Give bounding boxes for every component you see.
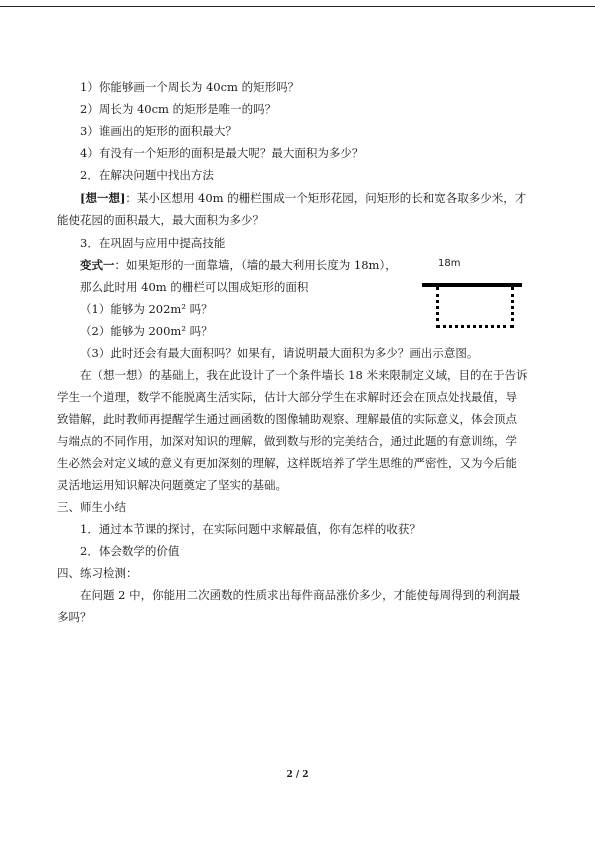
question-2: 2）周长为 40cm 的矩形是唯一的吗？	[80, 102, 277, 116]
think-text: ：某小区想用 40m 的栅栏围成一个矩形花园，问矩形的长和宽各取多少米，才	[125, 191, 527, 205]
analysis-line-2: 学生一个道理，数学不能脱离生活实际，估计大部分学生在求解时还会在顶点处找最值，导	[57, 390, 517, 404]
analysis-line-1: 在（想一想）的基础上，我在此设计了一个条件墙长 18 米来限制定义域，目的在于告诉	[80, 368, 528, 382]
question-4: 4）有没有一个矩形的面积是最大呢？最大面积为多少？	[80, 146, 364, 160]
wall-length-label: 18m	[438, 258, 461, 269]
fence-diagram	[418, 258, 528, 338]
section-2-heading: 2．在解决问题中找出方法	[80, 168, 214, 182]
analysis-line-5: 生必然会对定义域的意义有更加深刻的理解，这样既培养了学生思维的严密性，又为今后能	[57, 456, 517, 470]
exercise-line-1: 在问题 2 中，你能用二次函数的性质求出每件商品涨价多少，才能使每周得到的利润最	[80, 588, 521, 602]
variant-paragraph	[80, 258, 397, 272]
think-text-continued: 能使花园的面积最大，最大面积为多少？	[57, 213, 264, 227]
variant-text: ：如果矩形的一面靠墙，（墙的最大利用长度为 18m），	[114, 258, 397, 272]
summary-item-1: 1．通过本节课的探讨，在实际问题中求解最值，你有怎样的收获？	[80, 522, 421, 536]
think-paragraph	[80, 191, 526, 205]
variant-item-3: （3）此时还会有最大面积吗？如果有，请说明最大面积为多少？画出示意图。	[80, 346, 479, 360]
question-1: 1）你能够画一个周长为 40cm 的矩形吗？	[80, 80, 300, 94]
analysis-line-6: 灵活地运用知识解决问题奠定了坚实的基础。	[57, 478, 287, 492]
question-3: 3）谁画出的矩形的面积最大？	[80, 124, 237, 138]
section-exercise-heading: 四、练习检测：	[57, 566, 138, 580]
page-top-rule	[0, 6, 595, 7]
think-label: [想一想]	[80, 191, 126, 205]
section-summary-heading: 三、师生小结	[57, 500, 126, 514]
variant-text-continued: 那么此时用 40m 的栅栏可以围成矩形的面积	[80, 280, 309, 294]
variant-item-1: （1）能够为 202m² 吗？	[80, 302, 213, 316]
analysis-line-3: 致错解，此时教师再提醒学生通过画函数的图像辅助观察、理解最值的实际意义，体会顶点	[57, 412, 517, 426]
variant-label: 变式一	[80, 258, 115, 272]
summary-item-2: 2．体会数学的价值	[80, 544, 180, 558]
fence-dotted-rectangle	[436, 287, 514, 328]
page-number: 2 / 2	[286, 770, 309, 780]
variant-item-2: （2）能够为 200m² 吗？	[80, 324, 213, 338]
exercise-line-2: 多吗？	[57, 610, 92, 624]
section-3-heading: 3．在巩固与应用中提高技能	[80, 236, 226, 250]
analysis-line-4: 与端点的不同作用，加深对知识的理解，做到数与形的完美结合，通过此题的有意训练，学	[57, 434, 517, 448]
